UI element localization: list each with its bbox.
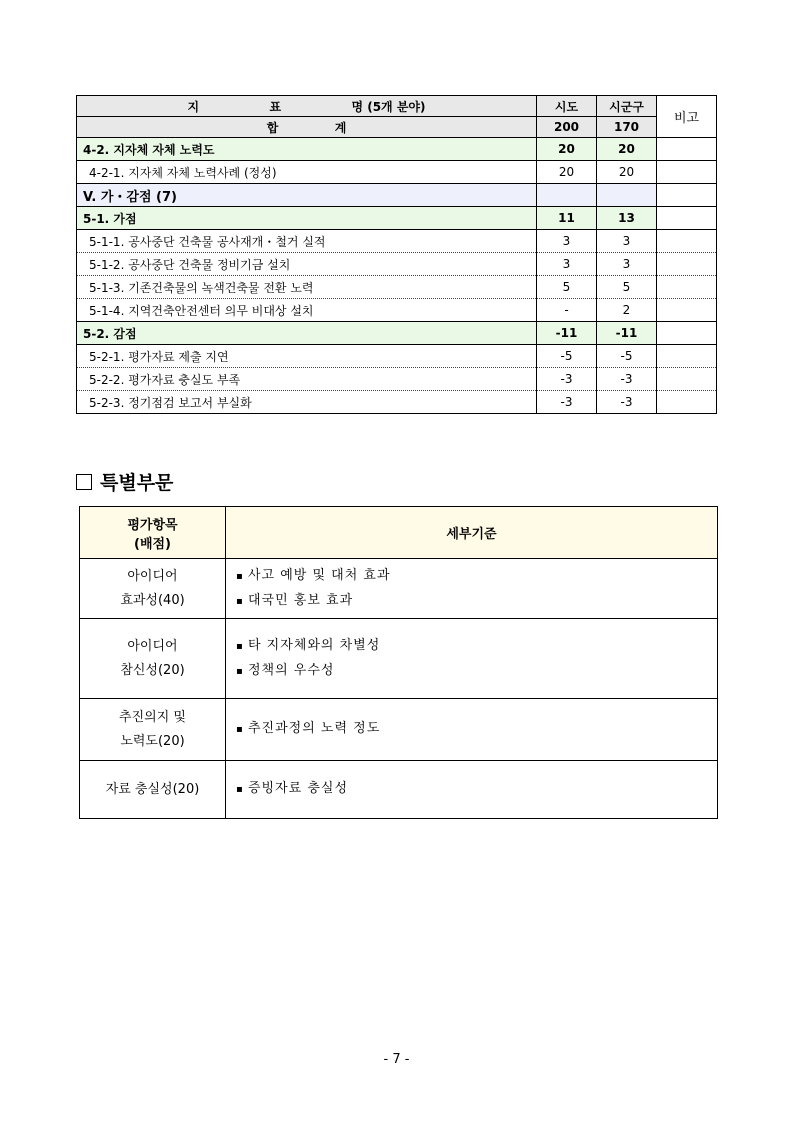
item-line2: 참신성(20) xyxy=(120,662,185,678)
item-line1: 자료 충실성(20) xyxy=(105,781,200,797)
table-row xyxy=(77,345,717,368)
criteria-item: ▪ 추진과정의 노력 정도 xyxy=(236,717,716,742)
total-label-char: 합 xyxy=(266,120,279,135)
criteria-item: ▪ 사고 예방 및 대처 효과 xyxy=(236,564,716,589)
total-row xyxy=(77,117,717,138)
row-note xyxy=(657,230,717,253)
row-label: 5-2-2. 평가자료 충실도 부족 xyxy=(77,368,537,391)
row-label: 5-1-3. 기존건축물의 녹색건축물 전환 노력 xyxy=(77,276,537,299)
item-header-line1: 평가항목 xyxy=(127,517,178,533)
item-cell xyxy=(80,761,226,819)
item-cell xyxy=(80,559,226,619)
row-sido: 20 xyxy=(537,138,597,161)
row-sido: 20 xyxy=(537,161,597,184)
item-line1: 추진의지 및 xyxy=(119,709,186,725)
table-row xyxy=(77,368,717,391)
criteria-item: ▪ 대국민 홍보 효과 xyxy=(236,589,716,614)
row-label: 5-2-3. 정기점검 보고서 부실화 xyxy=(77,391,537,414)
row-sigungu: 13 xyxy=(597,207,657,230)
item-line1: 아이디어 xyxy=(127,568,178,584)
row-sido: -11 xyxy=(537,322,597,345)
row-sido: 5 xyxy=(537,276,597,299)
total-label-char: 계 xyxy=(334,120,347,135)
row-note xyxy=(657,207,717,230)
row-label: 5-1-1. 공사중단 건축물 공사재개・철거 실적 xyxy=(77,230,537,253)
table-row xyxy=(77,184,717,207)
row-sido xyxy=(537,184,597,207)
sido-column-header: 시도 xyxy=(537,96,597,117)
table-row xyxy=(80,699,718,761)
row-label: 4-2-1. 지자체 자체 노력사례 (정성) xyxy=(77,161,537,184)
row-note xyxy=(657,184,717,207)
item-line2: 효과성(40) xyxy=(120,592,185,608)
row-note xyxy=(657,138,717,161)
table-row xyxy=(77,276,717,299)
item-cell xyxy=(80,619,226,699)
indicator-header-char: 명 xyxy=(351,99,364,114)
total-sigungu: 170 xyxy=(597,117,657,138)
row-note xyxy=(657,276,717,299)
sigungu-column-header: 시군구 xyxy=(597,96,657,117)
table-row xyxy=(80,761,718,819)
row-sigungu: 3 xyxy=(597,230,657,253)
row-sigungu: 20 xyxy=(597,161,657,184)
row-sigungu: 20 xyxy=(597,138,657,161)
total-sido: 200 xyxy=(537,117,597,138)
row-note xyxy=(657,161,717,184)
table-row xyxy=(80,619,718,699)
row-label: V. 가・감점 (7) xyxy=(77,184,537,207)
row-sigungu: -3 xyxy=(597,391,657,414)
table-row xyxy=(77,138,717,161)
row-sigungu: -3 xyxy=(597,368,657,391)
row-label: 4-2. 지자체 자체 노력도 xyxy=(77,138,537,161)
row-sigungu xyxy=(597,184,657,207)
criteria-cell xyxy=(226,559,718,619)
row-label: 5-2-1. 평가자료 제출 지연 xyxy=(77,345,537,368)
criteria-item: ▪ 타 지자체와의 차별성 xyxy=(236,634,716,659)
table-row xyxy=(77,207,717,230)
criteria-cell xyxy=(226,619,718,699)
indicator-header-char: 지 xyxy=(187,99,200,114)
checkbox-square-icon xyxy=(76,474,92,490)
row-note xyxy=(657,299,717,322)
criteria-cell xyxy=(226,699,718,761)
table-row xyxy=(77,161,717,184)
row-sido: -3 xyxy=(537,368,597,391)
row-sigungu: -5 xyxy=(597,345,657,368)
table-header-row xyxy=(80,507,718,559)
section-title-text: 특별부문 xyxy=(100,472,174,494)
row-label: 5-2. 감점 xyxy=(77,322,537,345)
row-sido: -3 xyxy=(537,391,597,414)
row-note xyxy=(657,345,717,368)
row-note xyxy=(657,368,717,391)
table-header-row xyxy=(77,96,717,117)
row-sigungu: 3 xyxy=(597,253,657,276)
row-sido: 3 xyxy=(537,253,597,276)
special-category-table xyxy=(79,506,718,819)
row-label: 5-1. 가점 xyxy=(77,207,537,230)
criteria-cell xyxy=(226,761,718,819)
row-label: 5-1-4. 지역건축안전센터 의무 비대상 설치 xyxy=(77,299,537,322)
item-header-line2: (배점) xyxy=(134,536,171,552)
table-row xyxy=(77,322,717,345)
total-label xyxy=(77,117,537,138)
page-number: - 7 - xyxy=(383,1052,410,1067)
table-row xyxy=(77,253,717,276)
row-sido: 11 xyxy=(537,207,597,230)
item-cell xyxy=(80,699,226,761)
indicator-score-table xyxy=(76,95,717,414)
criteria-item: ▪ 정책의 우수성 xyxy=(236,659,716,684)
table-row xyxy=(77,391,717,414)
row-sigungu: 5 xyxy=(597,276,657,299)
row-label: 5-1-2. 공사중단 건축물 정비기금 설치 xyxy=(77,253,537,276)
note-column-header: 비고 xyxy=(657,96,717,138)
table-row xyxy=(80,559,718,619)
indicator-header-char: 표 xyxy=(269,99,282,114)
row-note xyxy=(657,253,717,276)
row-sigungu: -11 xyxy=(597,322,657,345)
item-line1: 아이디어 xyxy=(127,638,178,654)
row-note xyxy=(657,322,717,345)
row-sido: 3 xyxy=(537,230,597,253)
item-column-header xyxy=(80,507,226,559)
criteria-item: ▪ 증빙자료 충실성 xyxy=(236,777,716,802)
row-sigungu: 2 xyxy=(597,299,657,322)
item-line2: 노력도(20) xyxy=(120,733,185,749)
row-sido: - xyxy=(537,299,597,322)
indicator-column-header xyxy=(77,96,537,117)
table-row xyxy=(77,299,717,322)
criteria-column-header: 세부기준 xyxy=(226,507,718,559)
table-row xyxy=(77,230,717,253)
row-sido: -5 xyxy=(537,345,597,368)
indicator-header-suffix: (5개 분야) xyxy=(367,99,426,114)
row-note xyxy=(657,391,717,414)
section-heading xyxy=(76,468,173,495)
